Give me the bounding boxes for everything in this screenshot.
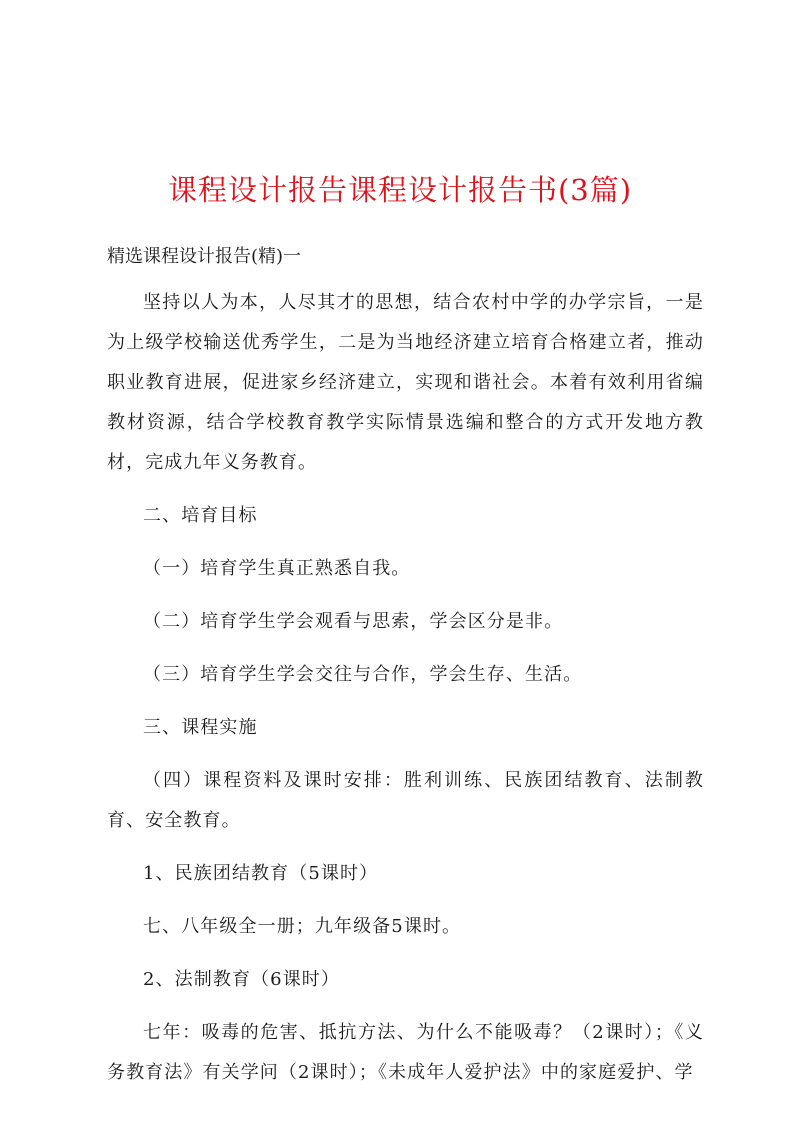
goal-item-2: （二）培育学生学会观看与思索，学会区分是非。 xyxy=(143,611,564,632)
document-subtitle: 精选课程设计报告(精)一 xyxy=(107,246,302,267)
paragraph-intro: 坚持以人为本，人尽其才的思想，结合农村中学的办学宗旨，一是为上级学校输送优秀学生，二是为当地经济建立培育合格建立者，推动职业教育进展，促进家乡经济建立，实现和谐社会。本着有效利用省编教材资源，结合学校教育教学实际情景选编和整合的方式开发地方教材，完成九年义务教育。 xyxy=(107,292,704,473)
implementation-item-4: （四）课程资料及课时安排：胜利训练、民族团结教育、法制教育、安全教育。 xyxy=(107,770,704,831)
document-title: 课程设计报告课程设计报告书(3篇) xyxy=(167,173,633,207)
goal-item-1: （一）培育学生真正熟悉自我。 xyxy=(143,558,411,579)
list-item-ethnic-unity: 1、民族团结教育（5课时） xyxy=(143,863,379,884)
goal-item-3: （三）培育学生学会交往与合作，学会生存、生活。 xyxy=(143,664,583,685)
document-body xyxy=(107,283,704,1097)
list-item-grades: 七、八年级全一册；九年级备5课时。 xyxy=(143,916,462,937)
paragraph-grade-seven: 七年：吸毒的危害、抵抗方法、为什么不能吸毒？（2课时）；《义务教育法》有关学问（2课时）；《未成年人爱护法》中的家庭爱护、学 xyxy=(107,1022,704,1083)
section-heading-goals: 二、培育目标 xyxy=(143,505,258,526)
section-heading-implementation: 三、课程实施 xyxy=(143,717,258,738)
list-item-legal-education: 2、法制教育（6课时） xyxy=(143,969,341,990)
